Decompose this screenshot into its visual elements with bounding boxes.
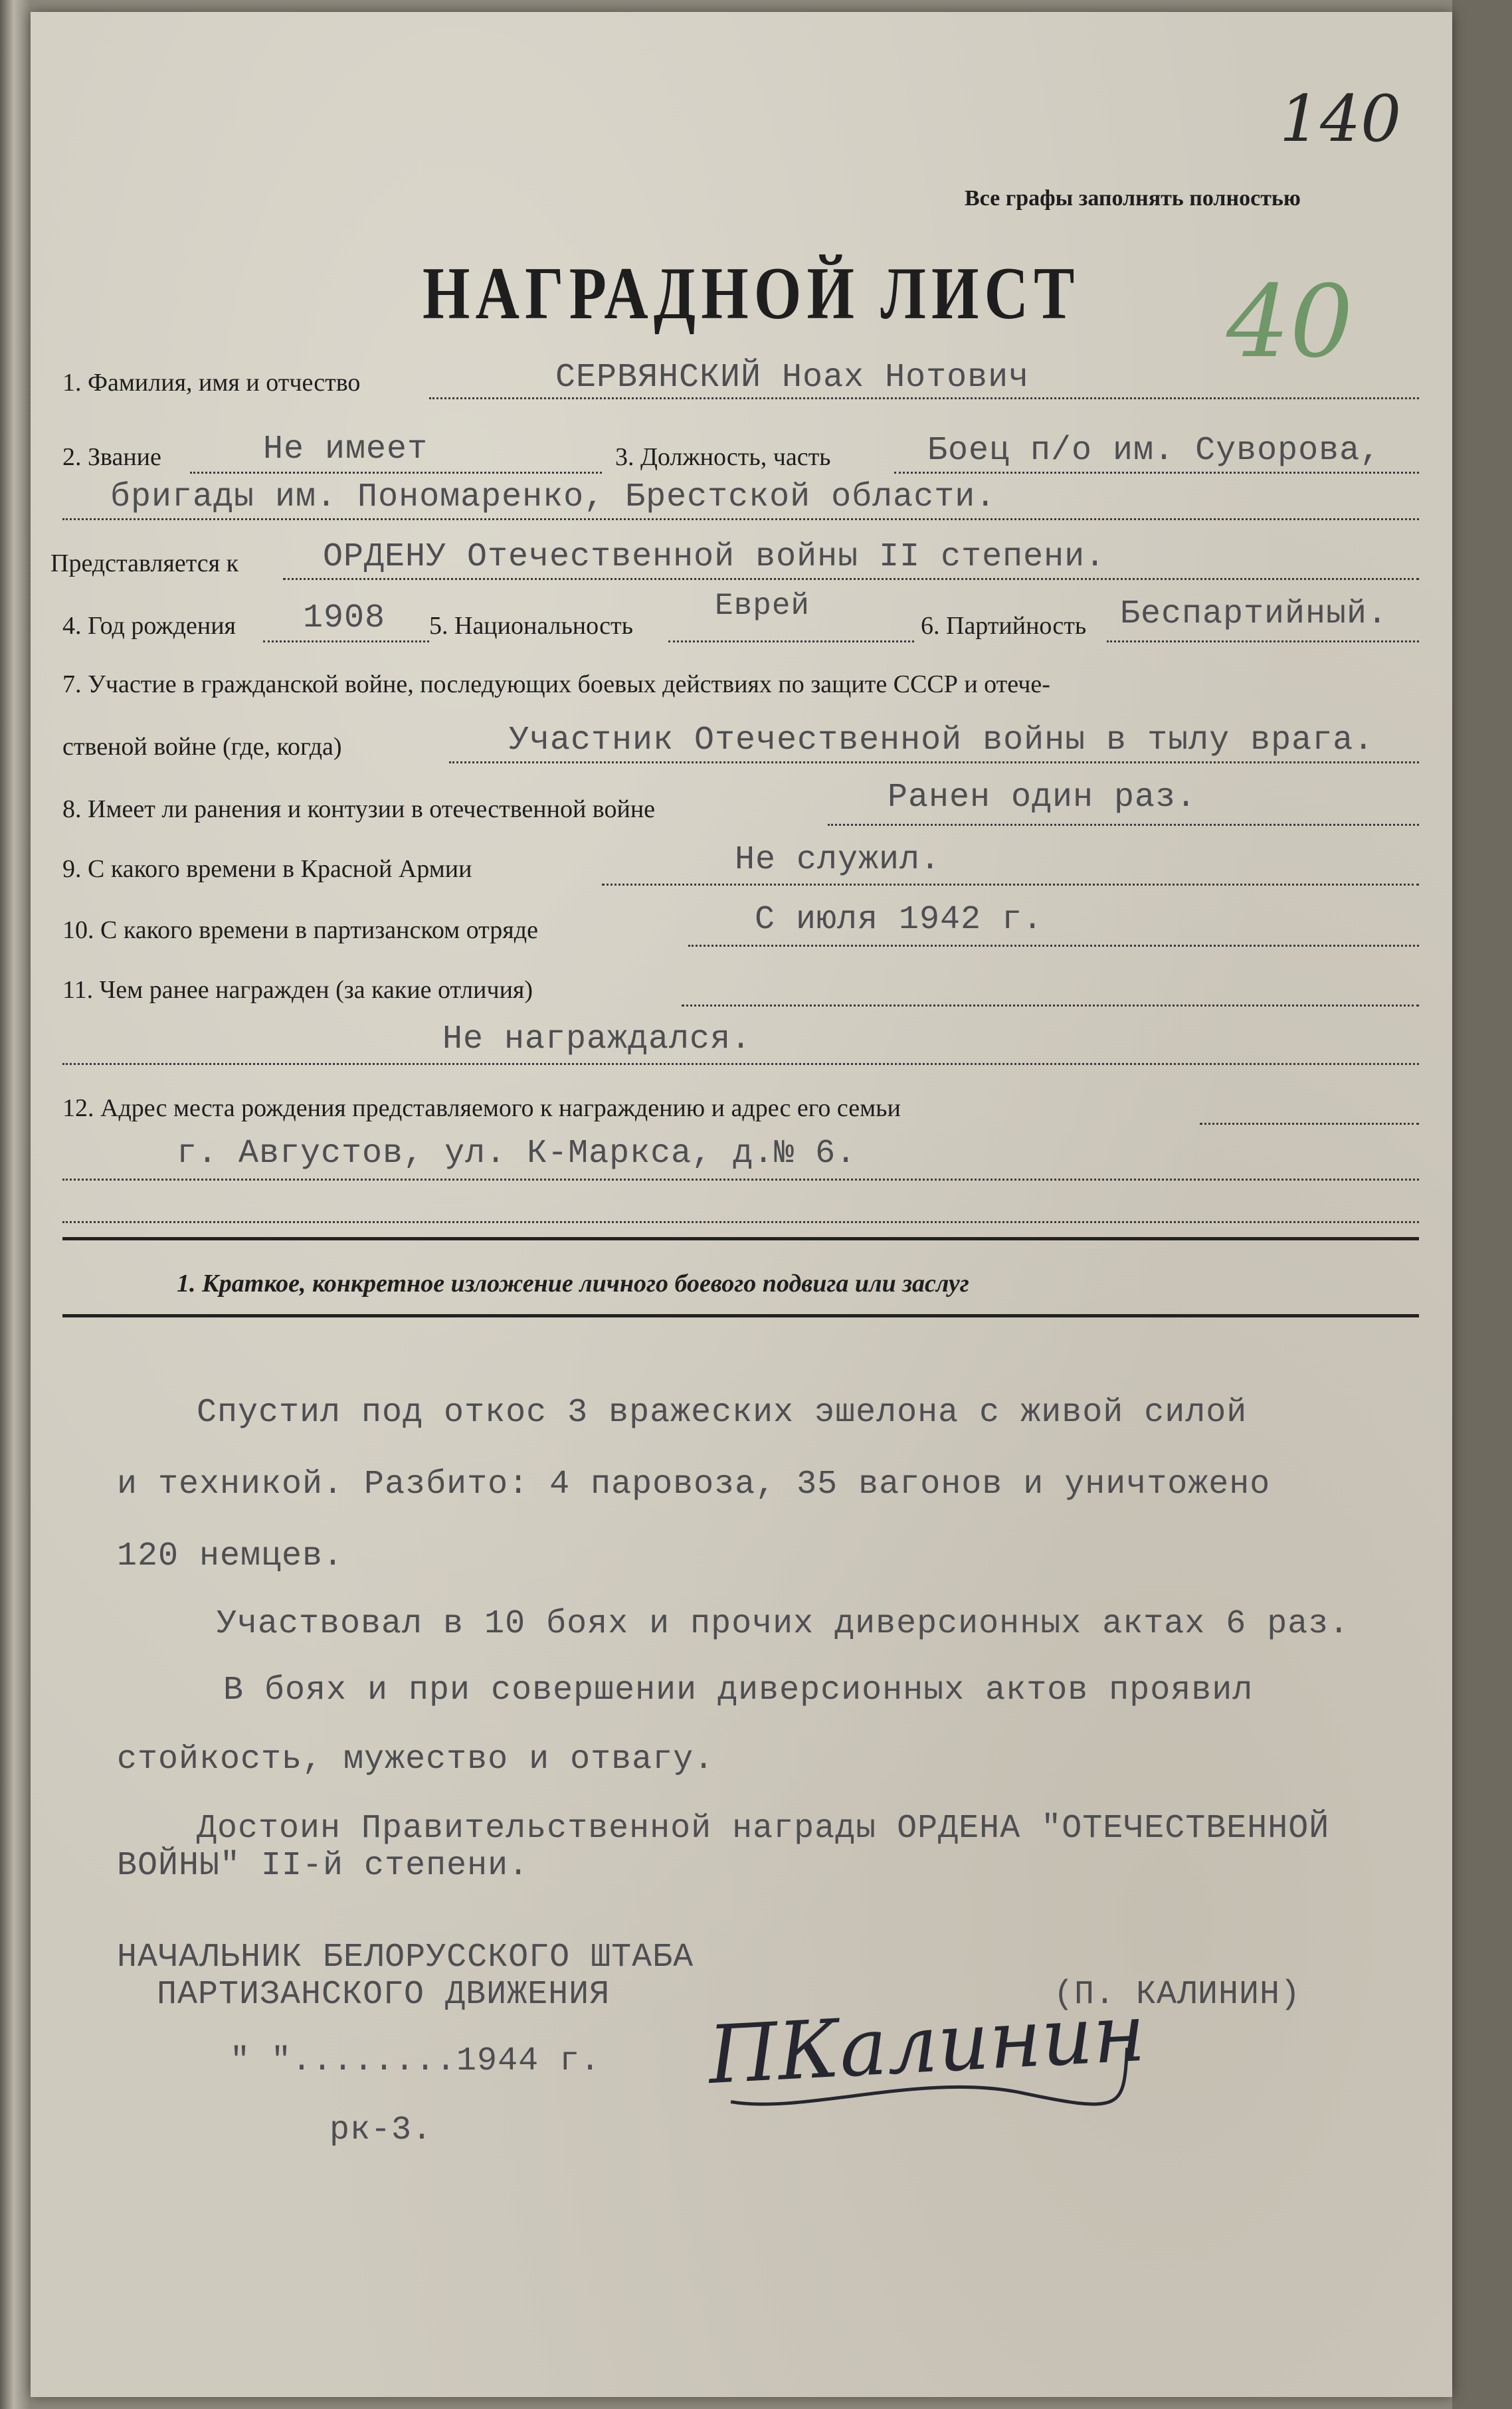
page-title: НАГРАДНОЙ ЛИСТ — [423, 252, 1080, 335]
field-11-value: Не награждался. — [442, 1020, 752, 1058]
field-7-label-cont: ственой войне (где, когда) — [62, 733, 342, 761]
field-6-label: 6. Партийность — [921, 612, 1087, 640]
represented-label: Представляется к — [50, 549, 239, 577]
field-2-label: 2. Звание — [62, 443, 161, 471]
signer-position-line-2: ПАРТИЗАНСКОГО ДВИЖЕНИЯ — [157, 1976, 611, 2014]
narrative-line-4: Участвовал в 10 боях и прочих диверсионных актах 6 раз. — [217, 1605, 1350, 1643]
signer-position-line-1: НАЧАЛЬНИК БЕЛОРУССКОГО ШТАБА — [117, 1939, 694, 1976]
green-mark: 40 — [1226, 264, 1353, 380]
field-8-value: Ранен один раз. — [888, 779, 1197, 817]
field-10-value: С июля 1942 г. — [755, 901, 1044, 939]
narrative-line-3: 120 немцев. — [117, 1537, 344, 1575]
signer-name: (П. КАЛИНИН) — [1054, 1976, 1301, 2014]
field-9-value: Не служил. — [735, 841, 941, 879]
instruction-text: Все графы заполнять полностью — [965, 186, 1301, 211]
award-sheet — [31, 12, 1452, 2397]
narrative-line-7: Достоин Правительственной награды ОРДЕНА "ОТЕЧЕСТВЕННОЙ — [197, 1810, 1330, 1848]
field-4-label: 4. Год рождения — [62, 612, 236, 640]
reference-code: рк-3. — [330, 2111, 433, 2149]
field-12-value: г. Августов, ул. К-Маркса, д.№ 6. — [177, 1135, 857, 1173]
narrative-line-6: стойкость, мужество и отвагу. — [117, 1741, 715, 1779]
narrative-line-8: ВОЙНЫ" II-й степени. — [117, 1847, 529, 1885]
field-5-value: Еврей — [715, 589, 810, 623]
signature-date: " "........1944 г. — [230, 2042, 601, 2080]
field-8-label: 8. Имеет ли ранения и контузии в отечественной войне — [62, 795, 656, 823]
field-4-value: 1908 — [303, 599, 386, 637]
field-9-label: 9. С какого времени в Красной Армии — [62, 855, 472, 883]
field-3-value: Боец п/о им. Суворова, — [927, 432, 1381, 470]
field-7-label: 7. Участие в гражданской войне, последующих боевых действиях по защите СССР и отече- — [62, 670, 1050, 698]
field-1-value: СЕРВЯНСКИЙ Ноах Нотович — [555, 359, 1030, 397]
field-7-value: Участник Отечественной войны в тылу врага. — [509, 722, 1374, 759]
narrative-line-1: Спустил под откос 3 вражеских эшелона с живой силой — [197, 1394, 1248, 1432]
section-heading: 1. Краткое, конкретное изложение личного боевого подвига или заслуг — [177, 1270, 969, 1298]
field-2-value: Не имеет — [263, 431, 428, 468]
narrative-line-2: и техникой. Разбито: 4 паровоза, 35 вагонов и уничтожено — [117, 1466, 1271, 1503]
background-edge — [1452, 0, 1512, 2409]
page-number: 140 — [1279, 82, 1402, 156]
binding-edge — [0, 0, 31, 2409]
narrative-line-5: В боях и при совершении диверсионных актов проявил — [223, 1672, 1254, 1709]
field-3-label: 3. Должность, часть — [615, 443, 831, 471]
field-1-label: 1. Фамилия, имя и отчество — [62, 369, 361, 397]
field-10-label: 10. С какого времени в партизанском отряде — [62, 916, 538, 944]
field-11-label: 11. Чем ранее награжден (за какие отличия) — [62, 976, 533, 1004]
represented-value: ОРДЕНУ Отечественной войны II степени. — [323, 538, 1106, 576]
field-3-value-cont: бригады им. Пономаренко, Брестской области. — [110, 478, 996, 516]
field-5-label: 5. Национальность — [429, 612, 633, 640]
field-6-value: Беспартийный. — [1120, 595, 1388, 633]
field-12-label: 12. Адрес места рождения представляемого к награждению и адрес его семьи — [62, 1094, 901, 1122]
handwritten-signature: ПКалинин — [706, 1987, 1147, 2102]
